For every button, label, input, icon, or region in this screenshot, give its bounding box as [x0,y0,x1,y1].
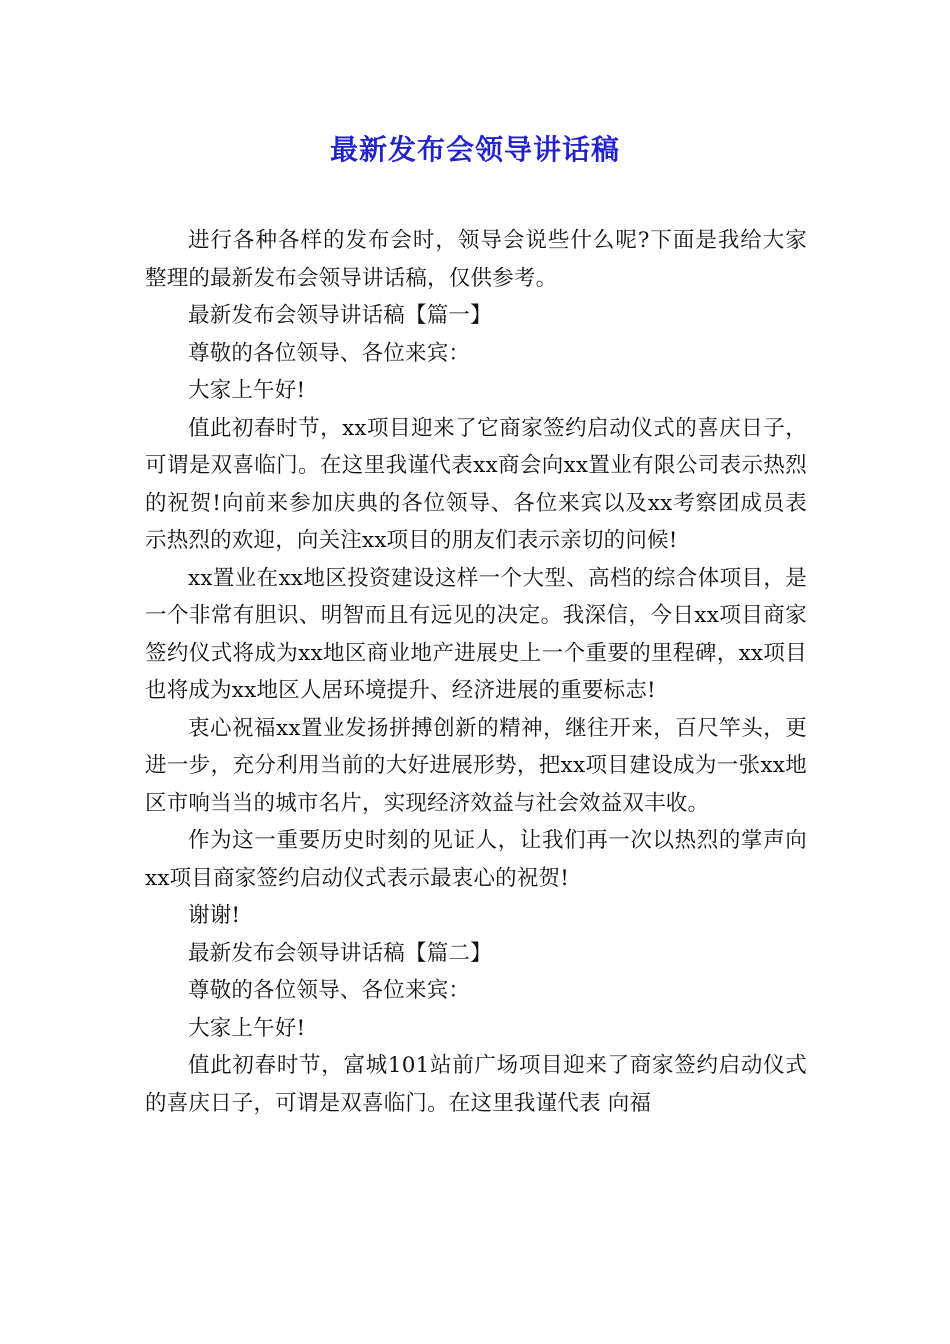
document-title: 最新发布会领导讲话稿 [329,133,620,166]
salutation: 尊敬的各位领导、各位来宾： [188,340,471,366]
body-paragraph: 值此初春时节，xx项目迎来了它商家签约启动仪式的喜庆日子，可谓是双喜临门。在这里我谨代表xx商会向xx置业有限公司表示热烈的祝贺!向前来参加庆典的各位领导、各位来宾以及xx考察团成员表示热烈的欢迎，向关注xx项目的朋友们表示亲切的问候! [145,415,807,553]
salutation: 尊敬的各位领导、各位来宾： [188,978,471,1003]
body-paragraph: 衷心祝福xx置业发扬拼搏创新的精神，继往开来，百尺竿头，更进一步，充分利用当前的大好进展形势，把xx项目建设成为一张xx地区市响当当的城市名片，实现经济效益与社会效益双丰收。 [145,715,807,816]
body-paragraph: 值此初春时节，富城101站前广场项目迎来了商家签约启动仪式的喜庆日子，可谓是双喜临门。在这里我谨代表 向福 [145,1053,807,1116]
closing-thanks: 谢谢! [188,903,241,928]
greeting: 大家上午好! [188,378,306,403]
body-paragraph: xx置业在xx地区投资建设这样一个大型、高档的综合体项目，是一个非常有胆识、明智而且有远见的决定。我深信，今日xx项目商家签约仪式将成为xx地区商业地产进展史上一个重要的里程碑，xx项目也将成为xx地区人居环境提升、经济进展的重要标志! [145,565,807,703]
greeting: 大家上午好! [188,1015,306,1041]
section-heading-1: 最新发布会领导讲话稿【篇一】 [188,303,492,328]
document-body [145,222,807,1122]
section-heading-2: 最新发布会领导讲话稿【篇二】 [188,940,492,966]
body-paragraph: 作为这一重要历史时刻的见证人，让我们再一次以热烈的掌声向xx项目商家签约启动仪式表示最衷心的祝贺! [145,828,807,891]
intro-paragraph: 进行各种各样的发布会时，领导会说些什么呢?下面是我给大家整理的最新发布会领导讲话稿，仅供参考。 [145,228,807,291]
